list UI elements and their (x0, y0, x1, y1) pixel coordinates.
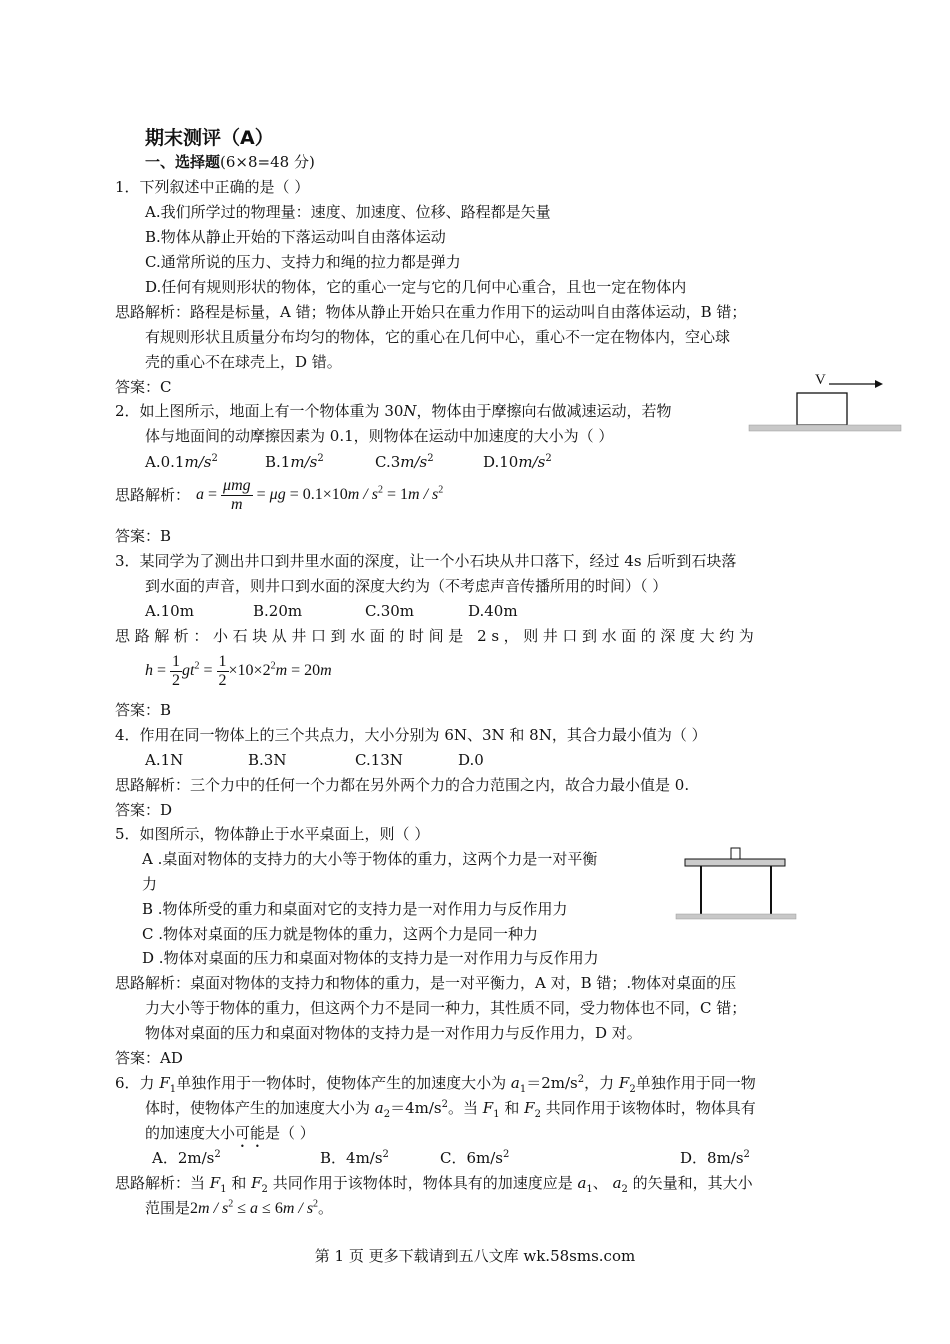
page-footer: 第 1 页 更多下载请到五八文库 wk.58sms.com (314, 1247, 636, 1265)
q3-option-d: D.40m (468, 602, 518, 620)
q6-option-a: A．$2m/s^2$ (152, 1149, 221, 1167)
q3-stem: 3．某同学为了测出井口到井里水面的深度，让一个小石块从井口落下，经过 4s 后听到石块落 (115, 552, 737, 570)
velocity-arrowhead (875, 380, 883, 388)
q5-analysis-1: 思路解析：桌面对物体的支持力和物体的重力，是一对平衡力，A 对，B 错；.物体对桌面的压 (115, 974, 737, 992)
table-figure (672, 842, 802, 924)
q3-option-a: A.10m (145, 602, 194, 620)
section-heading: 一、选择题(6×8=48 分) (145, 153, 315, 171)
q5-option-c: C .物体对桌面的压力就是物体的重力，这两个力是同一种力 (142, 925, 539, 943)
q1-option-d: D.任何有规则形状的物体，它的重心一定与它的几何中心重合，且也一定在物体内 (145, 278, 687, 296)
q2-stem-2: 体与地面间的动摩擦因素为 0.1，则物体在运动中加速度的大小为（ ） (145, 427, 614, 445)
q6-option-c: C．$6m/s^2$ (440, 1149, 510, 1167)
q1-stem: 1．下列叙述中正确的是（ ） (115, 178, 310, 196)
q3-analysis: 思路解析：小石块从井口到水面的时间是 2s，则井口到水面的深度大约为 (115, 627, 759, 645)
q2-stem: 2．如上图所示，地面上有一个物体重为 30N，物体由于摩擦向右做减速运动，若物 (115, 402, 672, 420)
q2-option-d: $D.10m/s^2$ (483, 453, 552, 471)
q4-option-d: D.0 (458, 751, 484, 769)
q4-option-c: C.13N (355, 751, 403, 769)
q4-option-a: A.1N (145, 751, 184, 769)
q4-analysis: 思路解析：三个力中的任何一个力都在另外两个力的合力范围之内，故合力最小值是 0. (115, 776, 690, 794)
page-title: 期末测评（A） (145, 127, 274, 149)
q5-option-a-cont: 力 (142, 875, 158, 893)
q6-option-d: D．$8m/s^2$ (680, 1149, 750, 1167)
q6-stem-3: 的加速度大小可能是（ ） (145, 1124, 315, 1142)
q1-analysis-2: 有规则形状且质量分布均匀的物体，它的重心在几何中心，重心不一定在物体内，空心球 (145, 328, 731, 346)
floor (676, 914, 796, 919)
block-on-ground-figure (745, 368, 905, 438)
q6-analysis-1: 思路解析：当 $F_1$ 和 $F_2$ 共同作用于该物体时，物体具有的加速度应是 $a_1$、 $a_2$ 的矢量和，其大小 (115, 1174, 753, 1195)
q1-answer: 答案：C (115, 378, 172, 396)
q5-analysis-3: 物体对桌面的压力和桌面对物体的支持力是一对作用力与反作用力，D 对。 (145, 1024, 642, 1042)
q2-analysis-label: 思路解析： (115, 486, 191, 504)
q2-answer: 答案：B (115, 527, 172, 545)
q4-option-b: B.3N (248, 751, 287, 769)
q1-analysis-3: 壳的重心不在球壳上，D 错。 (145, 353, 342, 371)
q5-stem: 5．如图所示，物体静止于水平桌面上，则（ ） (115, 825, 430, 843)
q4-answer: 答案：D (115, 801, 173, 819)
object-on-table (731, 848, 740, 859)
q5-option-a: A .桌面对物体的支持力的大小等于物体的重力，这两个力是一对平衡 (142, 850, 598, 868)
q2-option-a: $A.0.1m/s^2$ (145, 453, 218, 471)
q1-analysis-1: 思路解析：路程是标量，A 错；物体从静止开始只在重力作用下的运动叫自由落体运动，B 错； (115, 303, 747, 321)
q3-option-c: C.30m (365, 602, 415, 620)
q6-option-b: B．$4m/s^2$ (320, 1149, 389, 1167)
q4-stem: 4．作用在同一物体上的三个共点力，大小分别为 6N、3N 和 8N，其合力最小值为（ ） (115, 726, 707, 744)
q2-option-c: $C.3m/s^2$ (375, 453, 434, 471)
q2-option-b: $B.1m/s^2$ (265, 453, 324, 471)
q1-option-a: A.我们所学过的物理量：速度、加速度、位移、路程都是矢量 (145, 203, 551, 221)
q5-option-b: B .物体所受的重力和桌面对它的支持力是一对作用力与反作用力 (142, 900, 568, 918)
q5-analysis-2: 力大小等于物体的重力，但这两个力不是同一种力，其性质不同，受力物体也不同，C 错； (145, 999, 747, 1017)
q6-stem-1: 6．力 $F_1$单独作用于一物体时，使物体产生的加速度大小为 $a_1=2m/s^2$，力 $F_2$单独作用于同一物 (115, 1074, 756, 1095)
q3-formula: h = $\frac{1}{2}$ $gt^2$ = $\frac{1}{2}$ $\times 10\times 2^2m = 20m$ (145, 652, 332, 689)
q3-option-b: B.20m (253, 602, 303, 620)
velocity-label: V (815, 372, 826, 388)
q3-stem-2: 到水面的声音，则井口到水面的深度大约为（不考虑声音传播所用的时间）（ ） (145, 577, 668, 595)
q6-analysis-2: 范围是$2m / s^2 \le a \le 6m / s^2$。 (145, 1198, 334, 1217)
block (797, 393, 847, 425)
q1-option-b: B.物体从静止开始的下落运动叫自由落体运动 (145, 228, 446, 246)
q5-option-d: D .物体对桌面的压力和桌面对物体的支持力是一对作用力与反作用力 (142, 949, 599, 967)
table-top (685, 859, 785, 866)
q3-answer: 答案：B (115, 701, 172, 719)
ground (749, 425, 901, 431)
q2-formula: a = $\frac{\text{μmg}}{m}$ = $\mu g = 0.1\times 10m / s^2 = 1m / s^2$ (196, 476, 444, 513)
q1-option-c: C.通常所说的压力、支持力和绳的拉力都是弹力 (145, 253, 461, 271)
q6-stem-2: 体时，使物体产生的加速度大小为 $a_2=4m/s^2$。当 $F_1$ 和 $F_2$ 共同作用于该物体时，物体具有 (145, 1099, 756, 1120)
q5-answer: 答案：AD (115, 1049, 183, 1067)
